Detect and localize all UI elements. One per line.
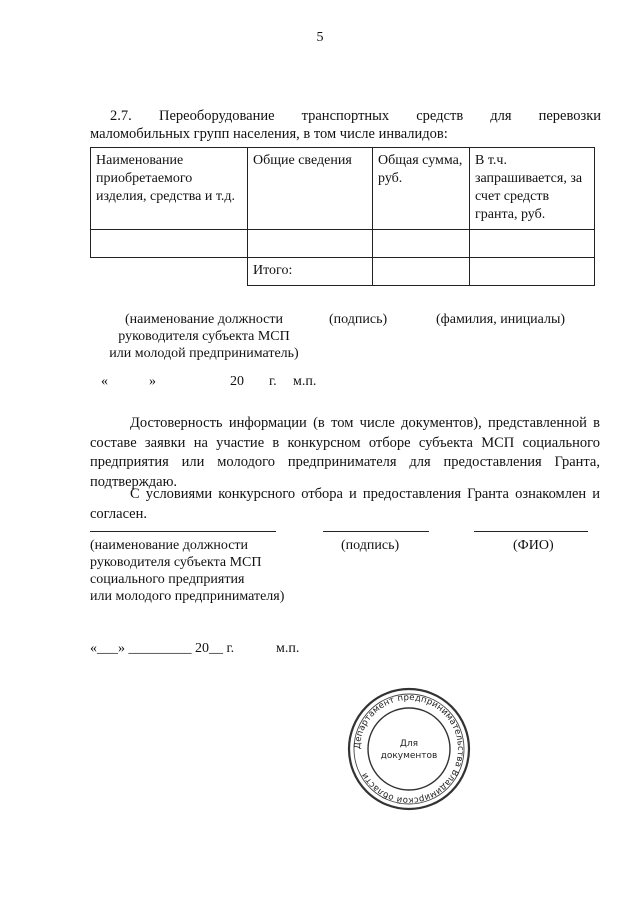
table-row xyxy=(91,230,595,258)
table-cell xyxy=(373,230,470,258)
section-title-line1: Переоборудование транспортных средств для перевозки xyxy=(159,108,601,124)
name-signature-line xyxy=(474,531,588,532)
signature-line xyxy=(323,531,429,532)
table-cell xyxy=(248,230,373,258)
total-label: Итого: xyxy=(248,258,373,286)
section-title-line2: маломобильных групп населения, в том числе инвалидов: xyxy=(90,126,448,142)
svg-text:Для: Для xyxy=(399,739,419,749)
agreement-paragraph: С условиями конкурсного отбора и предоставления Гранта ознакомлен и согласен. xyxy=(90,486,600,522)
signature1-year: 20 xyxy=(230,374,244,389)
header-total-sum: Общая сумма, руб. xyxy=(373,148,470,230)
table-cell xyxy=(91,230,248,258)
signature1-seal-place: м.п. xyxy=(293,374,317,389)
stamp-icon xyxy=(346,686,472,812)
signature2-seal-place: м.п. xyxy=(276,641,300,656)
grant-items-table xyxy=(90,147,595,286)
header-general-info: Общие сведения xyxy=(248,148,373,230)
signature1-date-open: « xyxy=(101,374,108,389)
section-number: 2.7. xyxy=(110,108,132,124)
total-grant-cell xyxy=(470,258,595,286)
total-row xyxy=(91,258,595,286)
table-cell xyxy=(470,230,595,258)
signature2-signature-label: (подпись) xyxy=(341,538,400,553)
header-item-name: Наименование приобретаемого изделия, средства и т.д. xyxy=(91,148,248,230)
header-grant-requested: В т.ч. запрашивается, за счет средств гранта, руб. xyxy=(470,148,595,230)
signature2-position: (наименование должности руководителя субъекта МСП социального предприятия или молодого предпринимателя) xyxy=(90,538,285,604)
svg-text:Департамент предпринимательств: Департамент предпринимательства Владимирской области xyxy=(352,692,466,806)
signature1-signature-label: (подпись) xyxy=(329,312,388,327)
confirmation-paragraph: Достоверность информации (в том числе документов), представленной в составе заявки на участие в конкурсном отборе субъекта МСП социального предприятия или молодого предпринимателя для предоставления Гранта, подтверждаю. xyxy=(90,415,600,490)
signature2-name-label: (ФИО) xyxy=(513,538,554,553)
signature1-date-close: » xyxy=(149,374,156,389)
department-stamp xyxy=(346,686,472,812)
total-sum-cell xyxy=(373,258,470,286)
signature1-position: (наименование должности руководителя субъекта МСП или молодой предприниматель) xyxy=(109,312,299,361)
svg-text:документов: документов xyxy=(380,751,438,761)
position-signature-line xyxy=(90,531,276,532)
signature1-name-label: (фамилия, инициалы) xyxy=(436,312,566,327)
signature2-date: «___» _________ 20__ г. xyxy=(90,641,235,656)
page-number: 5 xyxy=(316,30,324,45)
signature1-year-suffix: г. xyxy=(269,374,277,389)
